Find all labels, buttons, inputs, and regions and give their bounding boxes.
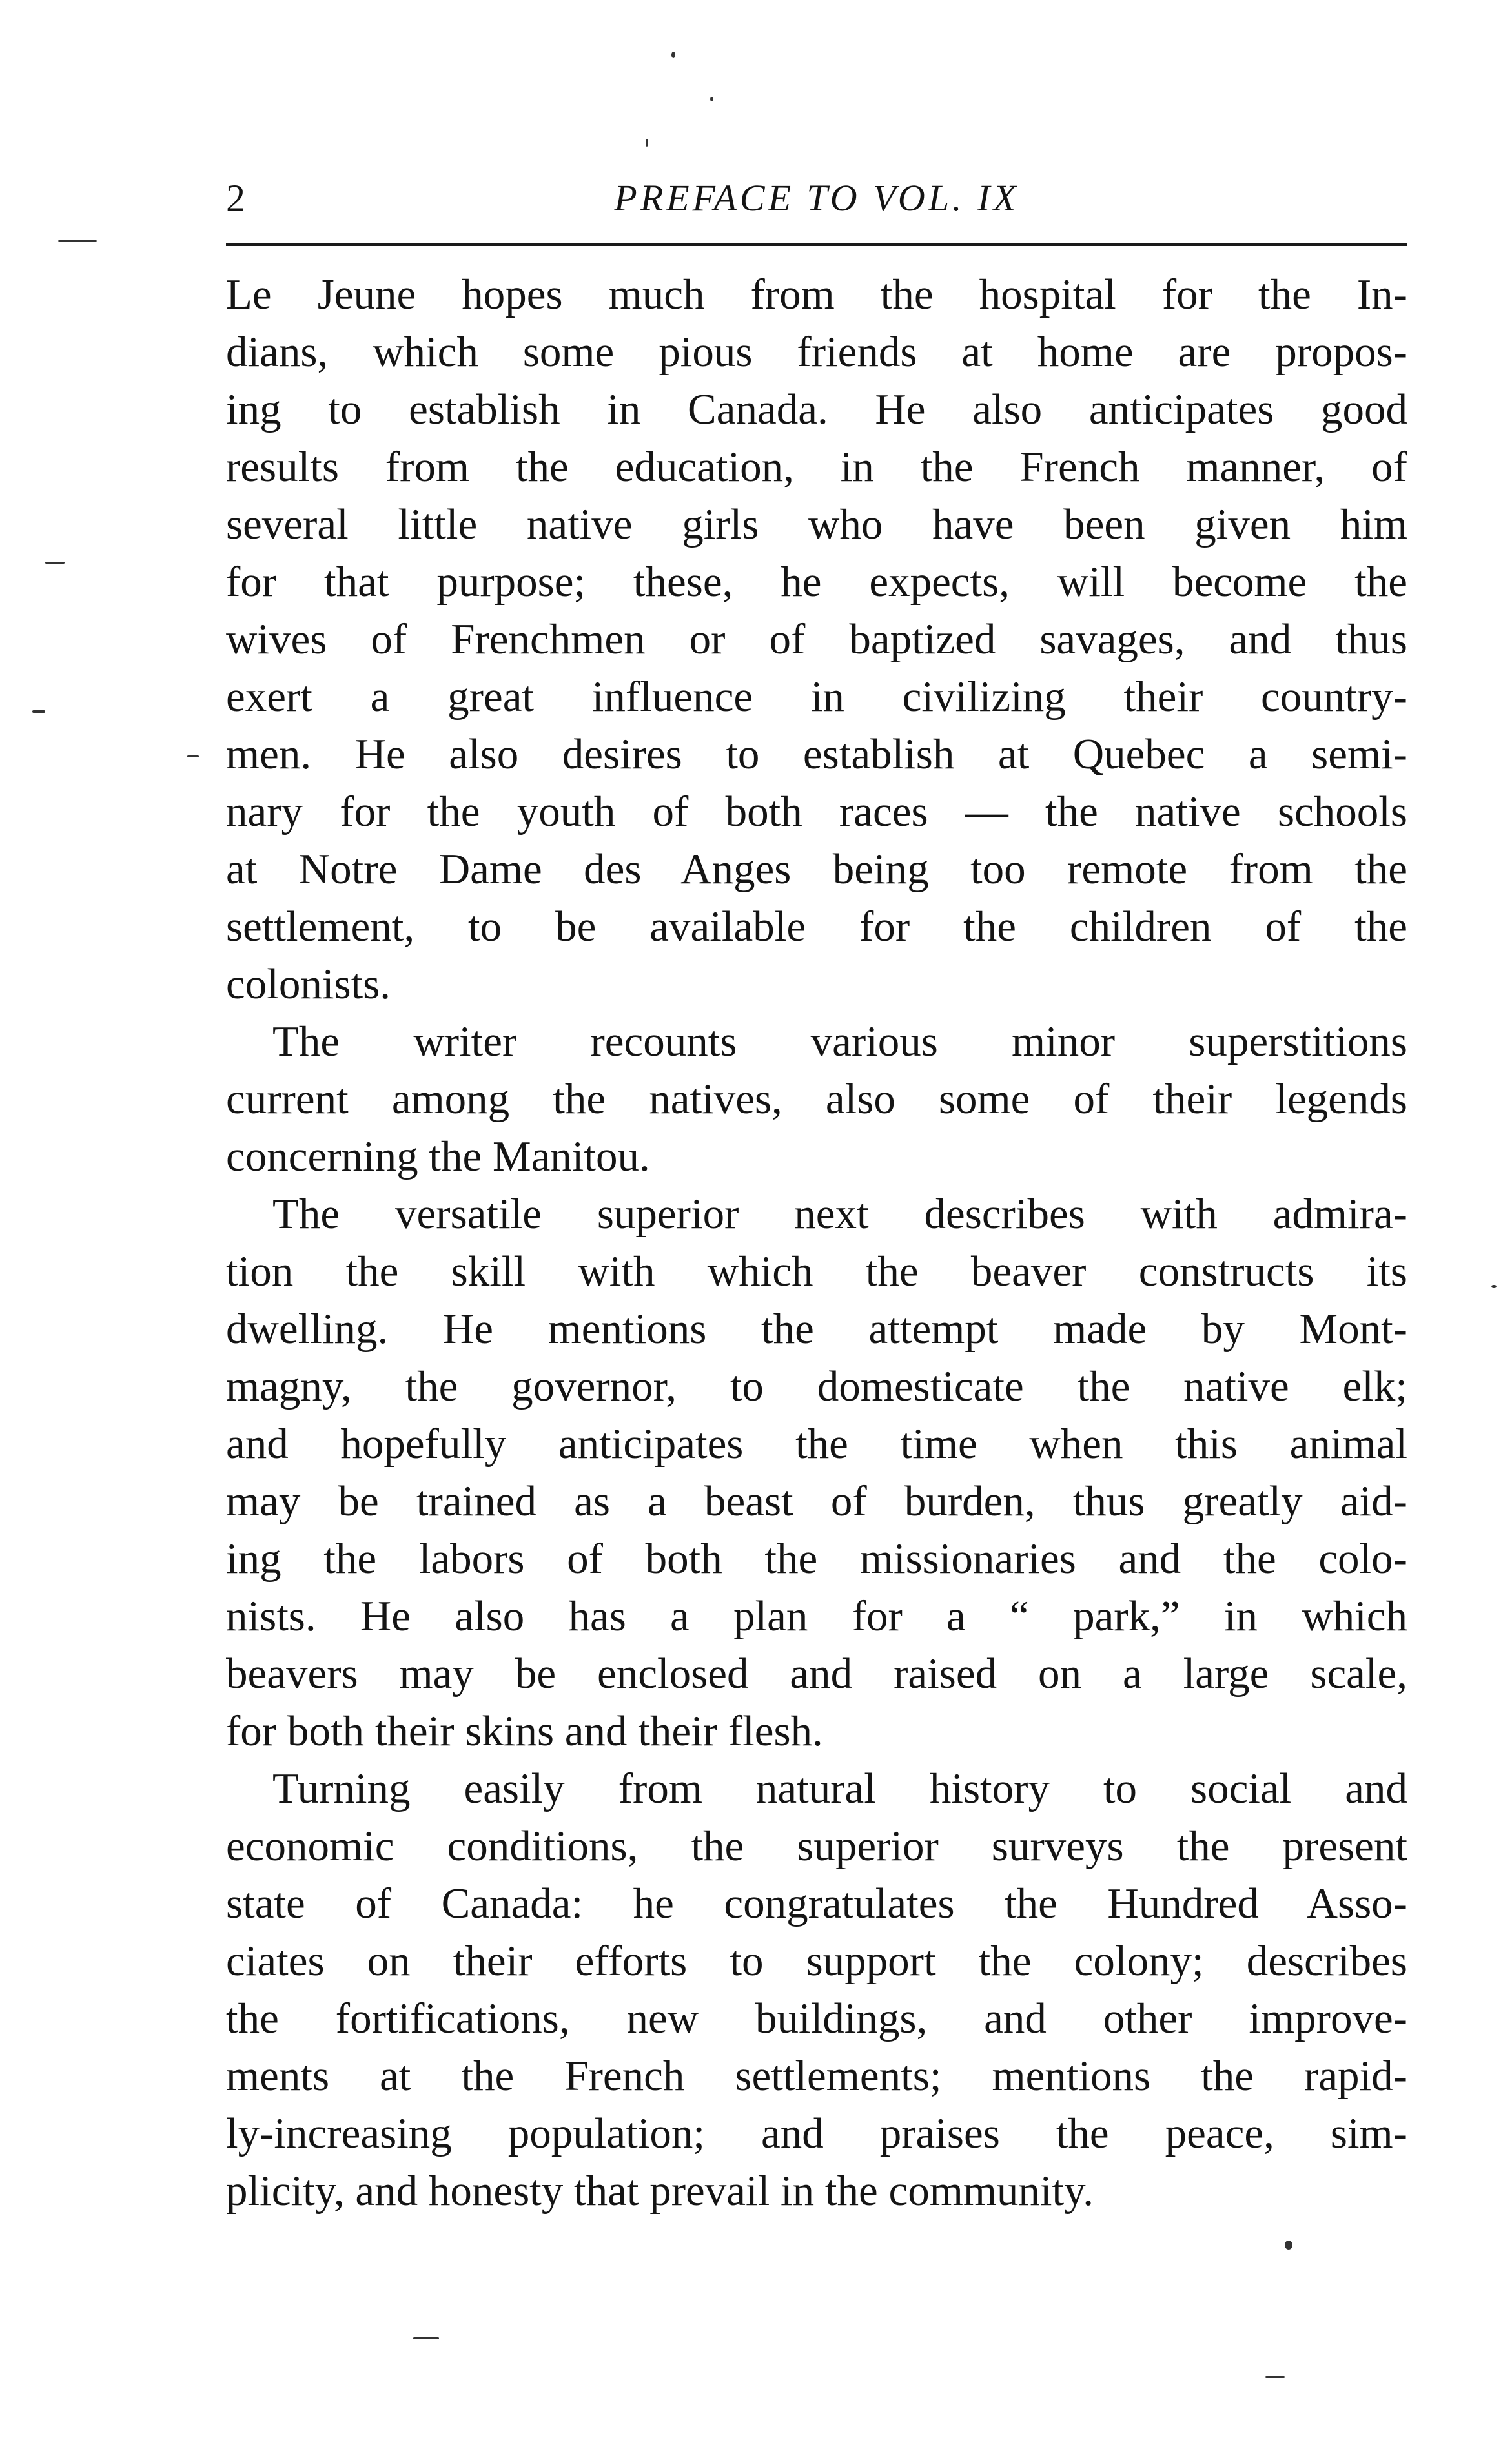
text-line: settlement, to be available for the children of the: [226, 903, 1407, 950]
text-line: wives of Frenchmen or of baptized savages, and thus: [226, 615, 1407, 663]
paragraph-beaver: [226, 1185, 1407, 1760]
text-line: magny, the governor, to domesticate the native elk;: [226, 1362, 1407, 1410]
text-line: results from the education, in the French manner, of: [226, 443, 1407, 491]
text-line: the fortifications, new buildings, and other improve-: [226, 1995, 1407, 2042]
scan-speck: [58, 240, 97, 242]
scan-speck: [32, 710, 45, 713]
text-line: at Notre Dame des Anges being too remote from the: [226, 845, 1407, 893]
text-line: may be trained as a beast of burden, thus greatly aid-: [226, 1477, 1407, 1525]
text-line: tion the skill with which the beaver constructs its: [226, 1247, 1407, 1295]
text-line: ciates on their efforts to support the colony; describes: [226, 1937, 1407, 1985]
scan-speck: [187, 755, 199, 757]
scan-speck: [413, 2337, 439, 2339]
text-line: nary for the youth of both races — the native schools: [226, 788, 1407, 836]
text-line: The writer recounts various minor superstitions: [272, 1018, 1407, 1065]
text-line: for both their skins and their flesh.: [226, 1707, 823, 1755]
text-line: state of Canada: he congratulates the Hundred Asso-: [226, 1880, 1407, 1927]
text-line: ing the labors of both the missionaries and the colo-: [226, 1535, 1407, 1583]
text-line: colonists.: [226, 960, 391, 1008]
text-line: and hopefully anticipates the time when this animal: [226, 1420, 1407, 1468]
text-line: The versatile superior next describes with admira-: [272, 1190, 1407, 1238]
text-line: ly-increasing population; and praises the peace, sim-: [226, 2109, 1407, 2157]
page-number: 2: [226, 177, 245, 220]
paragraph-hospital: [226, 266, 1407, 1013]
text-line: dians, which some pious friends at home are propos-: [226, 328, 1407, 376]
scan-speck: [1265, 2376, 1285, 2378]
text-line: ments at the French settlements; mentions the rapid-: [226, 2052, 1407, 2100]
scan-speck: [45, 562, 65, 564]
text-line: exert a great influence in civilizing their country-: [226, 673, 1407, 721]
scan-speck: [1285, 2241, 1292, 2250]
text-line: concerning the Manitou.: [226, 1133, 650, 1180]
scan-speck: [710, 97, 713, 101]
scan-speck: [646, 139, 648, 147]
scan-speck: [671, 52, 675, 58]
text-line: dwelling. He mentions the attempt made by Mont-: [226, 1305, 1407, 1353]
paragraph-canada: [226, 1760, 1407, 2220]
text-line: ing to establish in Canada. He also anticipates good: [226, 385, 1407, 433]
text-line: several little native girls who have been given him: [226, 500, 1407, 548]
text-line: plicity, and honesty that prevail in the community.: [226, 2167, 1094, 2215]
text-line: economic conditions, the superior surveys the present: [226, 1822, 1407, 1870]
body-text: [226, 266, 1407, 2220]
text-line: current among the natives, also some of their legends: [226, 1075, 1407, 1123]
text-line: beavers may be enclosed and raised on a large scale,: [226, 1650, 1407, 1698]
text-line: for that purpose; these, he expects, will become the: [226, 558, 1407, 606]
text-line: Le Jeune hopes much from the hospital for the In-: [226, 271, 1407, 318]
paragraph-superstitions: [226, 1013, 1407, 1185]
scan-speck: [1491, 1285, 1497, 1288]
text-line: men. He also desires to establish at Quebec a semi-: [226, 730, 1407, 778]
header-rule: [226, 243, 1407, 246]
text-line: Turning easily from natural history to social and: [272, 1765, 1407, 1812]
running-title: PREFACE TO VOL. IX: [614, 177, 1019, 219]
running-head: [226, 169, 1407, 227]
text-line: nists. He also has a plan for a “ park,” in which: [226, 1592, 1407, 1640]
